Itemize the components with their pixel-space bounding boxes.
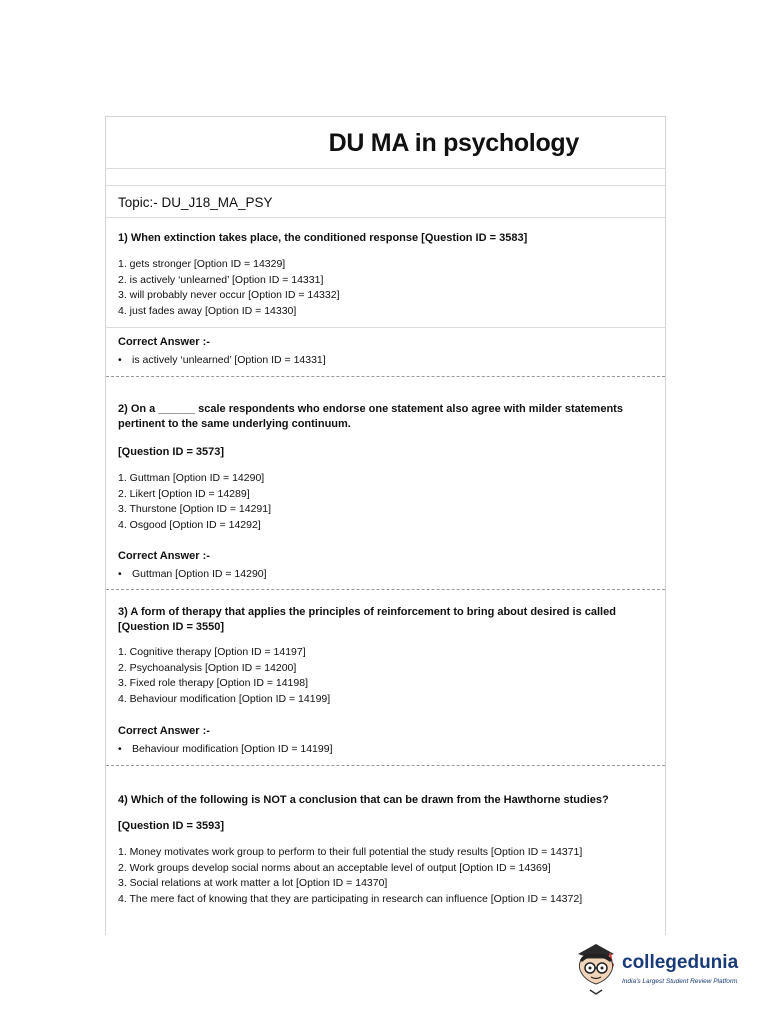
question-4-id: [Question ID = 3593] bbox=[118, 820, 225, 832]
correct-answer-text: Guttman [Option ID = 14290] bbox=[132, 568, 267, 580]
option-item: 1. Cognitive therapy [Option ID = 14197] bbox=[118, 646, 306, 658]
page-title: DU MA in psychology bbox=[328, 129, 579, 157]
divider bbox=[106, 327, 665, 328]
option-item: 2. is actively ‘unlearned’ [Option ID = 14331] bbox=[118, 273, 324, 286]
logo-tagline: India's Largest Student Review Platform bbox=[622, 978, 738, 985]
question-4-options bbox=[118, 845, 658, 907]
question-2-id: [Question ID = 3573] bbox=[118, 446, 225, 458]
correct-answer-text: Behaviour modification [Option ID = 14199] bbox=[132, 743, 333, 755]
dashed-divider bbox=[106, 765, 665, 766]
option-item: 4. The mere fact of knowing that they are participating in research can influence [Option ID = 14372] bbox=[118, 892, 583, 905]
mascot-icon bbox=[574, 940, 620, 996]
divider bbox=[106, 168, 665, 169]
correct-answer: • is actively ‘unlearned’ [Option ID = 14331] bbox=[118, 354, 326, 366]
option-item: 3. Social relations at work matter a lot [Option ID = 14370] bbox=[118, 877, 388, 889]
option-item: 4. Osgood [Option ID = 14292] bbox=[118, 518, 261, 531]
divider bbox=[106, 217, 665, 218]
document-page bbox=[105, 116, 666, 935]
question-1-options bbox=[118, 257, 658, 319]
dashed-divider bbox=[106, 589, 665, 590]
correct-answer-label: Correct Answer :- bbox=[118, 336, 210, 348]
correct-answer: • Behaviour modification [Option ID = 14199] bbox=[118, 743, 333, 755]
question-3-options bbox=[118, 645, 658, 707]
option-item: 3. will probably never occur [Option ID = 14332] bbox=[118, 289, 340, 301]
question-1-text: 1) When extinction takes place, the conditioned response [Question ID = 3583] bbox=[118, 232, 528, 244]
question-2-text: 2) On a ______ scale respondents who endorse one statement also agree with milder statements pertinent to the same underlying continuum. bbox=[118, 403, 623, 430]
option-item: 1. Guttman [Option ID = 14290] bbox=[118, 472, 265, 484]
option-item: 3. Thurstone [Option ID = 14291] bbox=[118, 503, 272, 515]
option-item: 2. Psychoanalysis [Option ID = 14200] bbox=[118, 661, 297, 674]
option-item: 1. gets stronger [Option ID = 14329] bbox=[118, 258, 286, 270]
question-2-options bbox=[118, 471, 658, 533]
correct-answer-text: is actively ‘unlearned’ [Option ID = 14331] bbox=[132, 354, 326, 366]
topic-label: Topic:- DU_J18_MA_PSY bbox=[118, 195, 273, 210]
correct-answer-label: Correct Answer :- bbox=[118, 550, 210, 562]
option-item: 4. just fades away [Option ID = 14330] bbox=[118, 304, 297, 317]
question-3-text: 3) A form of therapy that applies the principles of reinforcement to bring about desired is called [Question ID = 3550] bbox=[118, 606, 616, 633]
collegedunia-logo bbox=[574, 940, 744, 996]
option-item: 2. Work groups develop social norms about an acceptable level of output [Option ID = 14369] bbox=[118, 861, 551, 874]
option-item: 3. Fixed role therapy [Option ID = 14198] bbox=[118, 677, 308, 689]
option-item: 4. Behaviour modification [Option ID = 14199] bbox=[118, 692, 331, 705]
divider bbox=[106, 185, 665, 186]
correct-answer: • Guttman [Option ID = 14290] bbox=[118, 568, 267, 580]
option-item: 1. Money motivates work group to perform to their full potential the study results [Option ID = 14371] bbox=[118, 846, 583, 858]
correct-answer-label: Correct Answer :- bbox=[118, 725, 210, 737]
dashed-divider bbox=[106, 376, 665, 377]
question-4-text: 4) Which of the following is NOT a conclusion that can be drawn from the Hawthorne studies? bbox=[118, 794, 609, 806]
option-item: 2. Likert [Option ID = 14289] bbox=[118, 487, 250, 500]
logo-wordmark: collegedunia bbox=[622, 952, 739, 973]
